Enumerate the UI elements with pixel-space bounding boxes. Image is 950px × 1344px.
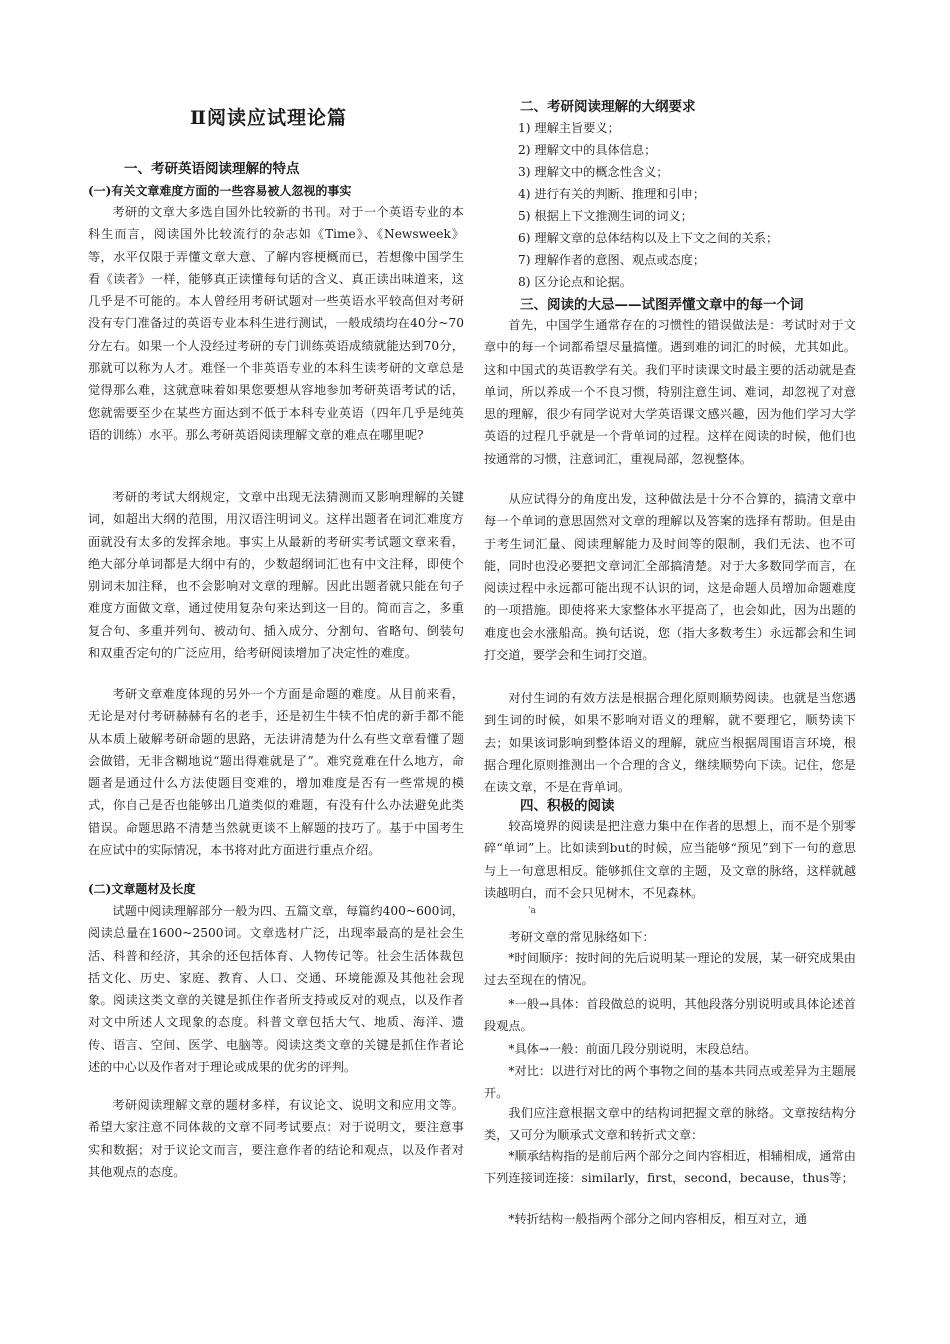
section4-paragraph-7: 我们应注意根据文章中的结构词把握文章的脉络。文章按结构分类，又可分为顺承式文章和转折式文章：	[484, 1106, 856, 1143]
list-item: 1) 理解主旨要义；	[518, 121, 620, 135]
section3-heading: 三、阅读的大忌——试图弄懂文章中的每一个词	[520, 297, 804, 313]
section4-paragraph-6: *对比：以进行对比的两个事物之间的基本共同点或差异为主题展开。	[484, 1064, 856, 1101]
section4-paragraph-4: *一般→具体：首段做总的说明，其他段落分别说明或具体论述首段观点。	[484, 997, 856, 1034]
section1-sub2-heading: (二)文章题材及长度	[88, 882, 196, 896]
list-item: 7) 理解作者的意图、观点或态度；	[518, 253, 706, 267]
section1-sub2-paragraph-2: 考研阅读理解文章的题材多样，有议论文、说明文和应用文等。希望大家注意不同体裁的文章不同考试要点：对于说明文，要注意事实和数据；对于议论文而言，要注意作者的结论和观点，以及作者对其他观点的态度。	[88, 1098, 464, 1179]
syllabus-requirements-list	[484, 117, 856, 293]
list-item: 3) 理解文中的概念性含义；	[518, 165, 669, 179]
list-item: 6) 理解文章的总体结构以及上下文之间的关系；	[518, 231, 779, 245]
section3-paragraph-2: 从应试得分的角度出发，这种做法是十分不合算的，搞清文章中每一个单词的意思固然对文章的理解以及答案的选择有帮助。但是由于考生词汇量、阅读理解能力及时间等的限制，我们无法、也不可能，同时也没必要把文章词汇全部搞清楚。对于大多数同学而言，在阅读过程中永远都可能出现不认识的词，这是命题人员增加命题难度的一项措施。即使将来大家整体水平提高了，也会如此，因为出题的难度也会水涨船高。换句话说，您（指大多数考生）永远都会和生词打交道，要学会和生词打交道。	[484, 492, 856, 663]
section4-paragraph-9: *转折结构一般指两个部分之间内容相反，相互对立，通	[508, 1212, 807, 1226]
section3-paragraph-1: 首先，中国学生通常存在的习惯性的错误做法是：考试时对于文章中的每一个词都希望尽量搞懂。遇到难的词汇的时候，尤其如此。这和中国式的英语教学有关。我们平时读课文时最主要的活动就是查单词，所以养成一个不良习惯，特别注意生词、难词，却忽视了对意思的理解，很少有同学说对大学英语课文感兴趣，因为他们学习大学英语的过程几乎就是一个背单词的过程。这样在阅读的时候，他们也按通常的习惯，注意词汇，重视局部，忽视整体。	[484, 318, 856, 466]
list-item: 5) 根据上下文推测生词的词义；	[518, 209, 693, 223]
section4-paragraph-8: *顺承结构指的是前后两个部分之间内容相近，相辅相成，通常由下列连接词连接：similarly，first，second，because，thus等；	[484, 1149, 856, 1186]
section1-sub1-paragraph-2: 考研的考试大纲规定，文章中出现无法猜测而又影响理解的关键词，如超出大纲的范围，用汉语注明词义。这样出题者在词汇难度方面就没有太多的发挥余地。事实上从最新的考研实考试题文章来看，绝大部分单词都是大纲中有的，少数超纲词汇也有中文注释，即使个别词未加注释，也不会影响对文章的理解。因此出题者就只能在句子难度方面做文章，通过使用复杂句来达到这一目的。简而言之，多重复合句、多重并列句、被动句、插入成分、分割句、省略句、倒装句和双重否定句的广泛应用，给考研阅读增加了决定性的难度。	[88, 490, 464, 661]
section1-sub1-heading: (一)有关文章难度方面的一些容易被人忽视的事实	[88, 184, 352, 198]
list-item: 4) 进行有关的判断、推理和引申；	[518, 187, 706, 201]
section3-paragraph-3: 对付生词的有效方法是根据合理化原则顺势阅读。也就是当您遇到生词的时候，如果不影响对语义的理解，就不要理它，顺势读下去；如果该词影响到整体语义的理解，就应当根据周围语言环境，根据合理化原则推测出一个合理的含义，继续顺势向下读。记住，您是在读文章，不是在背单词。	[484, 691, 856, 795]
section4-heading: 四、积极的阅读	[520, 798, 615, 814]
section1-sub1-paragraph-3: 考研文章难度体现的另外一个方面是命题的难度。从目前来看，无论是对付考研赫赫有名的老手，还是初生牛犊不怕虎的新手都不能从本质上破解考研命题的思路，无法讲清楚为什么有些文章看懂了题会做错，无非含糊地说“题出得难就是了”。难究竟难在什么地方，命题者是通过什么方法使题目变难的，增加难度是否有一些常规的模式，你自己是否也能够出几道类似的难题，有没有什么办法避免此类错误。命题思路不清楚当然就更谈不上解题的技巧了。基于中国考生在应试中的实际情况，本书将对此方面进行重点介绍。	[88, 687, 464, 858]
list-item: 8) 区分论点和论据。	[518, 275, 632, 289]
section1-sub2-paragraph-1: 试题中阅读理解部分一般为四、五篇文章，每篇约400~600词，阅读总量在1600~2500词。文章选材广泛，出现率最高的是社会生活、科普和经济，其余的还包括体育、人物传记等。社会生活体裁包括文化、历史、家庭、教育、人口、交通、环境能源及其他社会现象。阅读这类文章的关键是抓住作者所支持或反对的观点，以及作者对文中所述人文现象的态度。科普文章包括大气、地质、海洋、遗传、语言、空间、医学、电脑等。阅读这类文章的关键是抓住作者论述的中心以及作者对于理论或成果的优劣的评判。	[88, 904, 464, 1075]
section4-paragraph-3: *时间顺序：按时间的先后说明某一理论的发展，某一研究成果由过去至现在的情况。	[484, 951, 856, 988]
stray-mark: 'a	[528, 906, 536, 916]
section4-paragraph-1: 较高境界的阅读是把注意力集中在作者的思想上，而不是个别零碎“单词”上。比如读到but的时候，应当能够“预见”到下一句的意思与上一句意思相反。能够抓住文章的主题，及文章的脉络，这样就越读越明白，而不会只见树木，不见森林。	[484, 819, 856, 900]
section1-sub1-paragraph-1: 考研的文章大多选自国外比较新的书刊。对于一个英语专业的本科生而言，阅读国外比较流行的杂志如《Time》、《Newsweek》等，水平仅限于弄懂文章大意、了解内容梗概而已，若想像中国学生看《读者》一样，能够真正读懂每句话的含义、真正读出味道来，这几乎是不可能的。本人曾经用考研试题对一些英语水平较高但对考研没有专门准备过的英语专业本科生进行测试，一般成绩均在40分~70分左右。如果一个人没经过考研的专门训练英语成绩就能达到70分，那就可以称为人才。难怪一个非英语专业的本科生读考研的文章总是觉得那么难，这就意味着如果您要想从容地参加考研英语考试的话，您就需要至少在某些方面达到不低于本科专业英语（四年几乎是纯英语的训练）水平。那么考研英语阅读理解文章的难点在哪里呢?	[88, 205, 464, 442]
section4-paragraph-2: 考研文章的常见脉络如下：	[508, 930, 655, 944]
page-title: Ⅱ阅读应试理论篇	[190, 107, 348, 129]
section1-heading: 一、考研英语阅读理解的特点	[124, 161, 300, 177]
section4-paragraph-5: *具体→一般：前面几段分别说明，末段总结。	[508, 1042, 757, 1056]
section2-heading: 二、考研阅读理解的大纲要求	[520, 99, 696, 115]
list-item: 2) 理解文中的具体信息；	[518, 143, 657, 157]
